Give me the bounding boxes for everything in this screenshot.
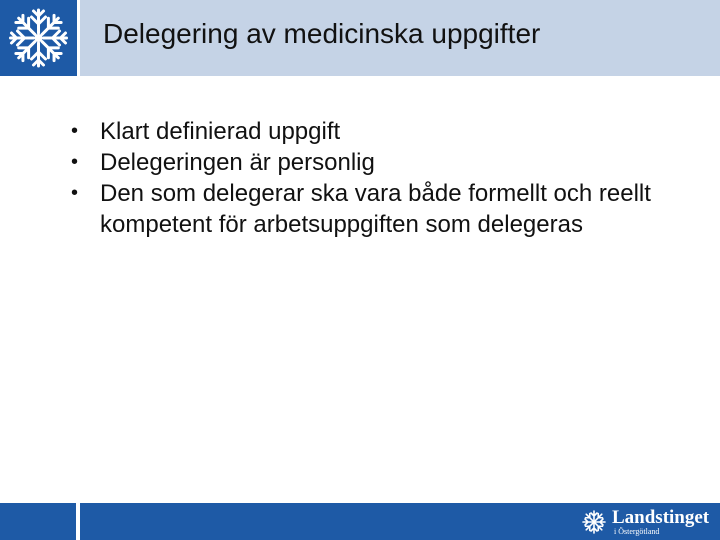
list-item <box>70 178 690 240</box>
list-item <box>70 147 690 178</box>
snowflake-logo-icon <box>580 508 608 536</box>
bullet-text: Klart definierad uppgift <box>100 118 341 145</box>
bullet-list <box>70 116 690 240</box>
slide-title: Delegering av medicinska uppgifter <box>103 18 541 49</box>
bullet-text: Delegeringen är personlig <box>100 149 375 176</box>
footer-logo-text <box>612 508 709 536</box>
bullet-marker: • <box>71 120 79 142</box>
bullet-text: Den som delegerar ska vara både formellt och reellt kompetent för arbetsuppgiften som delegeras <box>100 180 651 238</box>
snowflake-logo-icon <box>0 0 77 76</box>
org-subtitle: i Östergötland <box>614 526 660 536</box>
bullet-marker: • <box>71 182 79 204</box>
org-name: Landstinget <box>612 506 710 528</box>
header-logo-panel <box>0 0 77 76</box>
footer-divider <box>76 503 80 540</box>
footer-logo <box>580 505 709 538</box>
bullet-marker: • <box>71 151 79 173</box>
list-item <box>70 116 690 147</box>
